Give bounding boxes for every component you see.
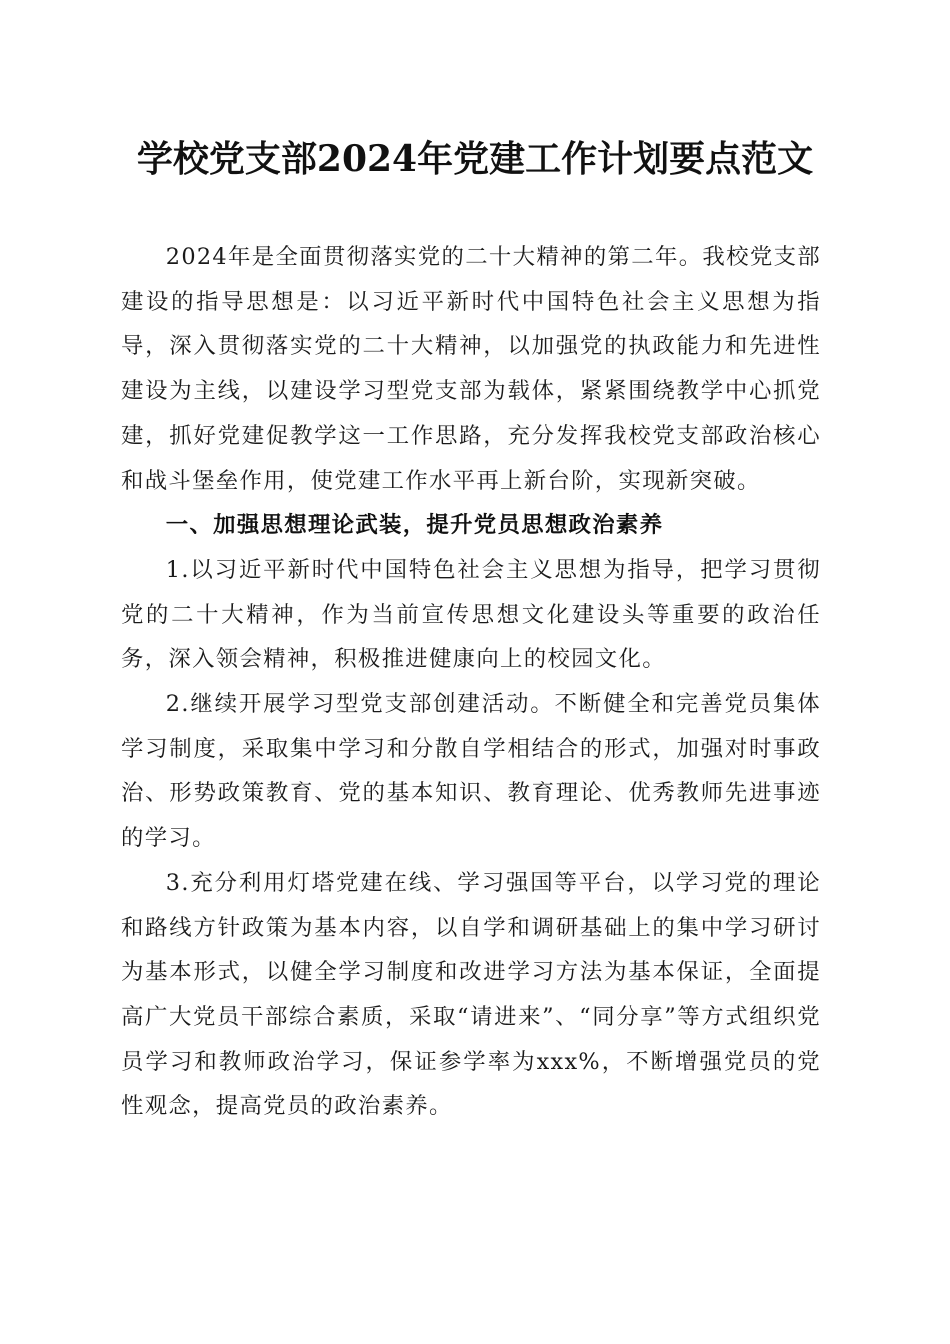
section-heading: 一、加强思想理论武装，提升党员思想政治素养	[165, 512, 664, 539]
document-body	[121, 235, 821, 1129]
document-title: 学校党支部2024年党建工作计划要点范文	[136, 138, 814, 180]
intro-paragraph: 2024年是全面贯彻落实党的二十大精神的第二年。我校党支部建设的指导思想是：以习近平新时代中国特色社会主义思想为指导，深入贯彻落实党的二十大精神，以加强党的执政能力和先进性建设为主线，以建设学习型党支部为载体，紧紧围绕教学中心抓党建，抓好党建促教学这一工作思路，充分发挥我校党支部政治核心和战斗堡垒作用，使党建工作水平再上新台阶，实现新突破。	[121, 244, 821, 494]
list-item: 3.充分利用灯塔党建在线、学习强国等平台，以学习党的理论和路线方针政策为基本内容，以自学和调研基础上的集中学习研讨为基本形式，以健全学习制度和改进学习方法为基本保证，全面提高广大党员干部综合素质，采取“请进来”、“同分享”等方式组织党员学习和教师政治学习，保证参学率为xxx%，不断增强党员的党性观念，提高党员的政治素养。	[121, 869, 821, 1120]
list-item: 2.继续开展学习型党支部创建活动。不断健全和完善党员集体学习制度，采取集中学习和分散自学相结合的形式，加强对时事政治、形势政策教育、党的基本知识、教育理论、优秀教师先进事迹的学习。	[121, 691, 821, 852]
list-item: 1.以习近平新时代中国特色社会主义思想为指导，把学习贯彻党的二十大精神，作为当前宣传思想文化建设头等重要的政治任务，深入领会精神，积极推进健康向上的校园文化。	[121, 556, 821, 673]
